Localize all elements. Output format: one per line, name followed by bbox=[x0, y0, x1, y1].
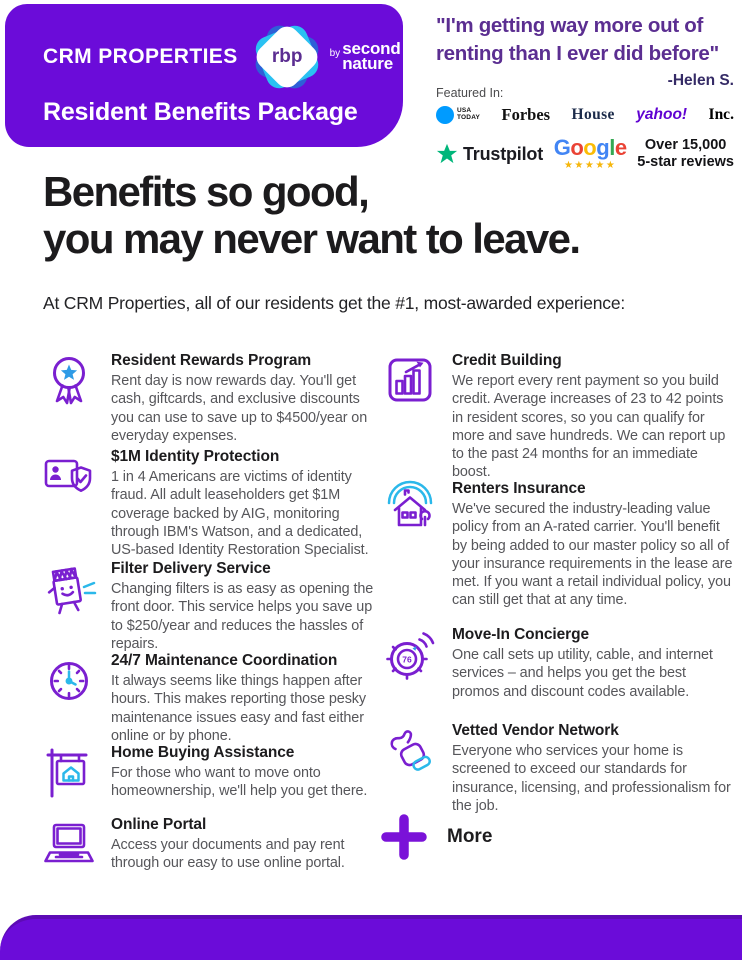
benefit-move-in-concierge bbox=[381, 626, 733, 701]
benefit-desc: Everyone who services your home is screened to exceed our standards for insurance, licensing, and professionalism for the job. bbox=[452, 743, 731, 814]
rbp-abbr-label: rbp bbox=[271, 45, 302, 67]
header-card bbox=[5, 4, 403, 147]
byline-name-top: second bbox=[342, 39, 401, 59]
page-title-line1: Benefits so good, bbox=[43, 168, 369, 215]
benefit-identity-protection bbox=[40, 448, 376, 559]
yahoo-logo: yahoo! bbox=[636, 106, 688, 123]
benefit-text bbox=[111, 744, 376, 801]
thumbs-up-icon bbox=[381, 722, 439, 778]
google-letter: G bbox=[553, 135, 571, 161]
rbp-logo-icon bbox=[252, 22, 322, 92]
benefit-text bbox=[452, 722, 733, 815]
byline-by: by bbox=[329, 48, 341, 60]
clock-icon bbox=[40, 652, 98, 708]
identity-shield-icon bbox=[40, 448, 98, 504]
usa-today-circle-icon bbox=[436, 106, 454, 124]
more-label: More bbox=[447, 826, 493, 847]
benefit-filter-delivery bbox=[40, 560, 376, 653]
benefit-desc: It always seems like things happen after hours. This makes reporting those pesky maintenance issues easy and fast either online or by phone. bbox=[111, 673, 366, 744]
benefit-text bbox=[452, 626, 733, 701]
benefit-renters-insurance bbox=[381, 480, 733, 610]
page-title bbox=[43, 168, 579, 262]
reviews-count bbox=[637, 137, 734, 171]
benefit-title: Resident Rewards Program bbox=[111, 352, 312, 369]
testimonial-author: -Helen S. bbox=[667, 71, 734, 89]
google-stars-icon: ★★★★★ bbox=[563, 160, 617, 172]
usa-today-logo bbox=[436, 106, 480, 124]
benefit-title: $1M Identity Protection bbox=[111, 448, 280, 465]
benefit-title: Renters Insurance bbox=[452, 480, 586, 497]
reviews-line2: 5-star reviews bbox=[637, 154, 734, 171]
google-letter: o bbox=[583, 135, 597, 161]
filter-box-icon bbox=[40, 560, 98, 616]
house-beautiful-logo: House bbox=[571, 106, 615, 123]
rbp-badge-white-layer bbox=[251, 22, 322, 93]
google-letter: g bbox=[596, 135, 610, 161]
usa-today-line2: TODAY bbox=[457, 114, 481, 121]
featured-in-section bbox=[436, 86, 734, 171]
benefit-title: Vetted Vendor Network bbox=[452, 722, 619, 739]
google-logo bbox=[554, 137, 627, 171]
trustpilot-label: Trustpilot bbox=[463, 143, 543, 164]
house-rainbow-icon bbox=[381, 480, 439, 536]
benefit-credit-building bbox=[381, 352, 733, 482]
home-sale-sign-icon bbox=[40, 744, 98, 800]
benefit-text bbox=[111, 352, 376, 445]
benefit-desc: Access your documents and pay rent through our easy to use online portal. bbox=[111, 837, 345, 872]
benefit-desc: One call sets up utility, cable, and internet services – and helps you get the best promos and discount codes available. bbox=[452, 647, 713, 700]
concierge-dial-icon bbox=[381, 626, 439, 682]
inc-logo: Inc. bbox=[708, 106, 734, 123]
dial-number: 76 bbox=[402, 654, 412, 665]
benefit-text bbox=[111, 448, 376, 559]
award-ribbon-icon bbox=[40, 352, 98, 408]
page-title-line2: you may never want to leave. bbox=[43, 215, 580, 263]
benefit-online-portal bbox=[40, 816, 376, 873]
benefit-text bbox=[452, 480, 733, 610]
trustpilot-logo bbox=[436, 143, 543, 165]
package-title: Resident Benefits Package bbox=[43, 98, 358, 126]
benefit-title: 24/7 Maintenance Coordination bbox=[111, 652, 338, 669]
reviews-line1: Over 15,000 bbox=[644, 137, 727, 153]
laptop-icon bbox=[40, 816, 98, 872]
brand-name: CRM PROPERTIES bbox=[43, 45, 238, 68]
usa-today-line1: USA bbox=[457, 107, 472, 115]
benefit-resident-rewards bbox=[40, 352, 376, 445]
benefit-desc: For those who want to move onto homeownership, we'll help you get there. bbox=[111, 765, 368, 800]
testimonial-quote: "I'm getting way more out of renting than I ever did before" bbox=[436, 14, 719, 66]
press-logo-row bbox=[436, 105, 734, 125]
second-nature-logotype bbox=[329, 39, 401, 73]
google-word bbox=[554, 137, 627, 159]
google-letter: l bbox=[609, 135, 615, 161]
benefit-title: Home Buying Assistance bbox=[111, 744, 295, 761]
plus-icon bbox=[381, 814, 427, 860]
benefit-home-buying bbox=[40, 744, 376, 801]
benefit-title: Move-In Concierge bbox=[452, 626, 589, 643]
benefit-title: Filter Delivery Service bbox=[111, 560, 271, 577]
page-subtitle: At CRM Properties, all of our residents get the #1, most-awarded experience: bbox=[43, 293, 626, 313]
benefit-title: Credit Building bbox=[452, 352, 562, 369]
credit-chart-icon bbox=[381, 352, 439, 408]
trustpilot-star-icon bbox=[436, 143, 458, 165]
byline-name-bottom: nature bbox=[342, 54, 393, 73]
benefit-text bbox=[111, 560, 376, 653]
benefit-desc: We've secured the industry-leading value policy from an A-rated carrier. You'll benefit by being added to our master policy so all of your insurance requirements in the lease are met. If you want a retail individual policy, you can still get that at any time. bbox=[452, 501, 733, 609]
byline-name bbox=[342, 39, 401, 73]
footer-bar bbox=[0, 915, 742, 960]
benefit-text bbox=[452, 352, 733, 482]
more-benefits bbox=[381, 814, 492, 860]
forbes-logo: Forbes bbox=[501, 105, 551, 124]
benefit-maintenance bbox=[40, 652, 376, 745]
benefit-title: Online Portal bbox=[111, 816, 207, 833]
featured-in-label: Featured In: bbox=[436, 86, 504, 100]
benefit-desc: 1 in 4 Americans are victims of identity fraud. All adult leaseholders get $1M coverage backed by AIG, monitoring through IBM's Watson, and a dedicated, US-based Identity Restoration Specialist. bbox=[111, 469, 369, 559]
google-letter: o bbox=[570, 135, 584, 161]
benefit-desc: Changing filters is as easy as opening the front door. This service helps you save up to $250/year and reduces the hassles of repairs. bbox=[111, 581, 374, 652]
testimonial bbox=[436, 12, 734, 90]
google-letter: e bbox=[614, 135, 627, 161]
review-logo-row bbox=[436, 137, 734, 171]
benefit-desc: We report every rent payment so you build credit. Average increases of 23 to 42 points in resident scores, so you can qualify for more and save hundreds. We can report up to the past 24 months for an immediate boost. bbox=[452, 373, 726, 481]
brand-row bbox=[43, 22, 401, 92]
benefit-desc: Rent day is now rewards day. You'll get cash, giftcards, and exclusive discounts you can use to save up to $4500/year on everyday expenses. bbox=[111, 373, 368, 444]
benefit-text bbox=[111, 652, 376, 745]
benefit-text bbox=[111, 816, 376, 873]
benefit-vetted-vendors bbox=[381, 722, 733, 815]
usa-today-label bbox=[457, 108, 480, 122]
